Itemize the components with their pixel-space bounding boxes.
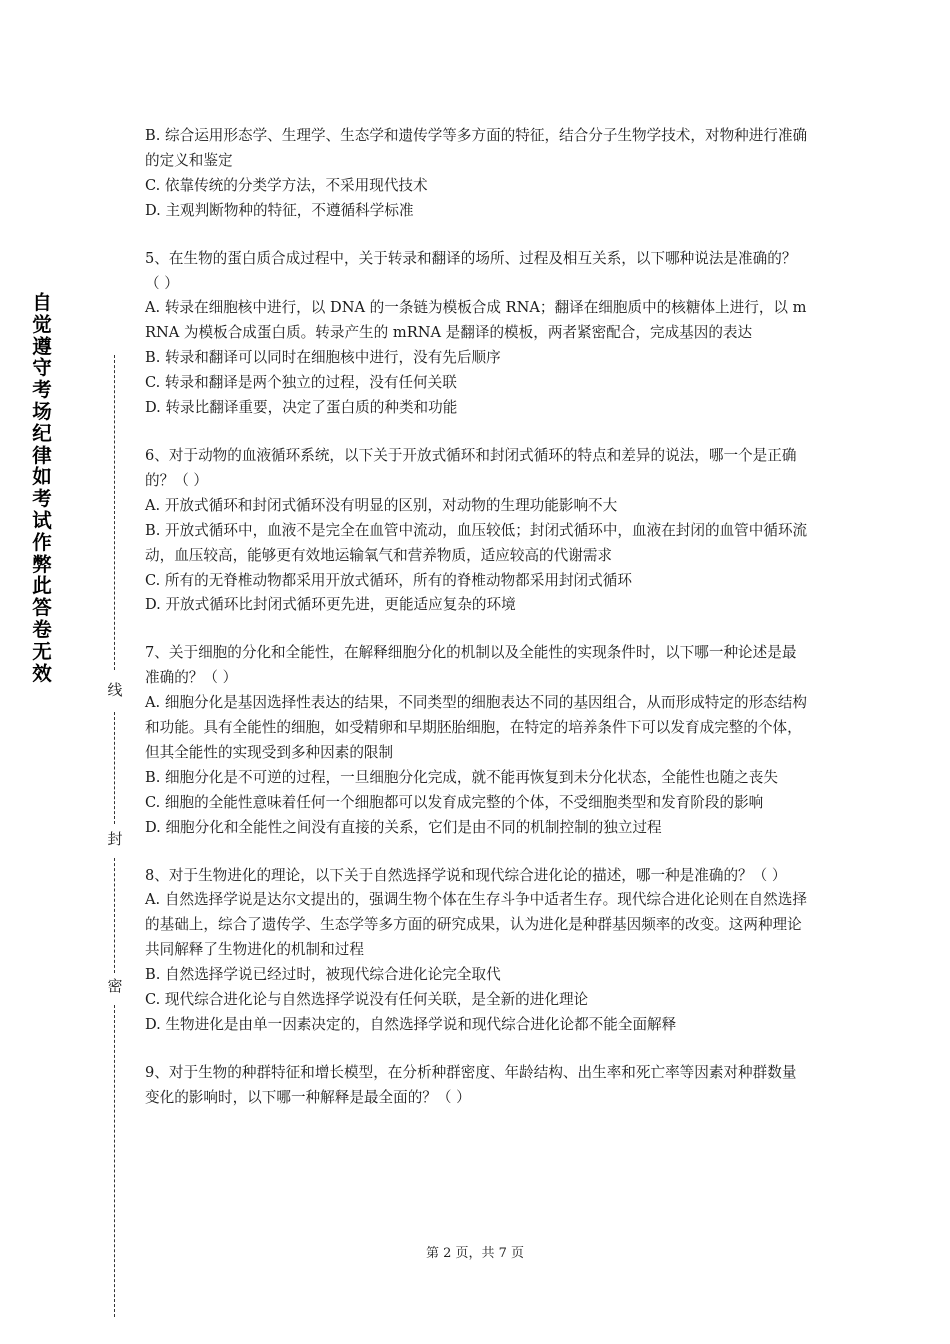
option-b: B. 细胞分化是不可逆的过程，一旦细胞分化完成，就不能再恢复到未分化状态，全能性也随之丧失	[145, 768, 778, 786]
option-a: A. 开放式循环和封闭式循环没有明显的区别，对动物的生理功能影响不大	[145, 496, 618, 514]
question-block-4-continued	[145, 124, 810, 224]
question-content	[145, 124, 810, 1111]
option-b: B. 综合运用形态学、生理学、生态学和遗传学等多方面的特征，结合分子生物学技术，对物种进行准确的定义和鉴定	[145, 127, 808, 169]
binding-dashed-line-upper	[114, 355, 115, 670]
option-b: B. 自然选择学说已经过时，被现代综合进化论完全取代	[145, 966, 501, 984]
option-c: C. 依靠传统的分类学方法，不采用现代技术	[145, 176, 428, 194]
option-a: A. 转录在细胞核中进行，以 DNA 的一条链为模板合成 RNA；翻译在细胞质中的核糖体上进行，以 mRNA 为模板合成蛋白质。转录产生的 mRNA 是翻译的模板，两者紧密配合，完成基因的表达	[145, 299, 807, 342]
question-stem: 7、关于细胞的分化和全能性，在解释细胞分化的机制以及全能性的实现条件时，以下哪一种论述是最准确的？（ ）	[145, 644, 797, 687]
binding-mark-feng: 封	[107, 830, 123, 848]
question-block-6	[145, 444, 810, 618]
question-block-8	[145, 864, 810, 1038]
binding-dashed-line-mid-lower	[114, 858, 115, 973]
option-a: A. 自然选择学说是达尔文提出的，强调生物个体在生存斗争中适者生存。现代综合进化论则在自然选择的基础上，综合了遗传学、生态学等多方面的研究成果，认为进化是种群基因频率的改变。这两种理论共同解释了生物进化的机制和过程	[145, 891, 807, 959]
option-d: D. 转录比翻译重要，决定了蛋白质的种类和功能	[145, 399, 458, 417]
question-block-7	[145, 641, 810, 840]
option-c: C. 所有的无脊椎动物都采用开放式循环，所有的脊椎动物都采用封闭式循环	[145, 571, 632, 589]
question-stem: 9、对于生物的种群特征和增长模型，在分析种群密度、年龄结构、出生率和死亡率等因素对种群数量变化的影响时，以下哪一种解释是最全面的？（ ）	[145, 1063, 797, 1106]
exam-discipline-warning: 自觉遵守考场纪律如考试作弊此答卷无效	[32, 291, 52, 685]
binding-dashed-line-mid-upper	[114, 712, 115, 824]
question-block-5	[145, 247, 810, 421]
option-c: C. 转录和翻译是两个独立的过程，没有任何关联	[145, 374, 457, 392]
binding-mark-mi: 密	[107, 977, 123, 995]
binding-dashed-line-lower	[114, 1005, 115, 1317]
option-b: B. 开放式循环中，血液不是完全在血管中流动，血压较低；封闭式循环中，血液在封闭的血管中循环流动，血压较高，能够更有效地运输氧气和营养物质，适应较高的代谢需求	[145, 521, 808, 564]
option-d: D. 主观判断物种的特征，不遵循科学标准	[145, 201, 414, 219]
page-number-footer: 第 2 页，共 7 页	[425, 1246, 525, 1261]
option-c: C. 细胞的全能性意味着任何一个细胞都可以发育成完整的个体，不受细胞类型和发育阶段的影响	[145, 793, 764, 811]
option-d: D. 细胞分化和全能性之间没有直接的关系，它们是由不同的机制控制的独立过程	[145, 818, 662, 836]
binding-mark-xian: 线	[107, 681, 123, 699]
question-stem: 8、对于生物进化的理论，以下关于自然选择学说和现代综合进化论的描述，哪一种是准确的？（ ）	[145, 866, 787, 884]
option-c: C. 现代综合进化论与自然选择学说没有任何关联，是全新的进化理论	[145, 991, 589, 1009]
question-stem: 6、对于动物的血液循环系统，以下关于开放式循环和封闭式循环的特点和差异的说法，哪一个是正确的？（ ）	[145, 446, 797, 489]
option-a: A. 细胞分化是基因选择性表达的结果，不同类型的细胞表达不同的基因组合，从而形成特定的形态结构和功能。具有全能性的细胞，如受精卵和早期胚胎细胞，在特定的培养条件下可以发育成完整的个体，但其全能性的实现受到多种因素的限制	[145, 694, 807, 761]
option-b: B. 转录和翻译可以同时在细胞核中进行，没有先后顺序	[145, 349, 501, 367]
option-d: D. 生物进化是由单一因素决定的，自然选择学说和现代综合进化论都不能全面解释	[145, 1016, 677, 1033]
question-stem: 5、在生物的蛋白质合成过程中，关于转录和翻译的场所、过程及相互关系，以下哪种说法是准确的？（ ）	[145, 249, 797, 292]
question-block-9	[145, 1061, 810, 1111]
option-d: D. 开放式循环比封闭式循环更先进，更能适应复杂的环境	[145, 596, 516, 614]
